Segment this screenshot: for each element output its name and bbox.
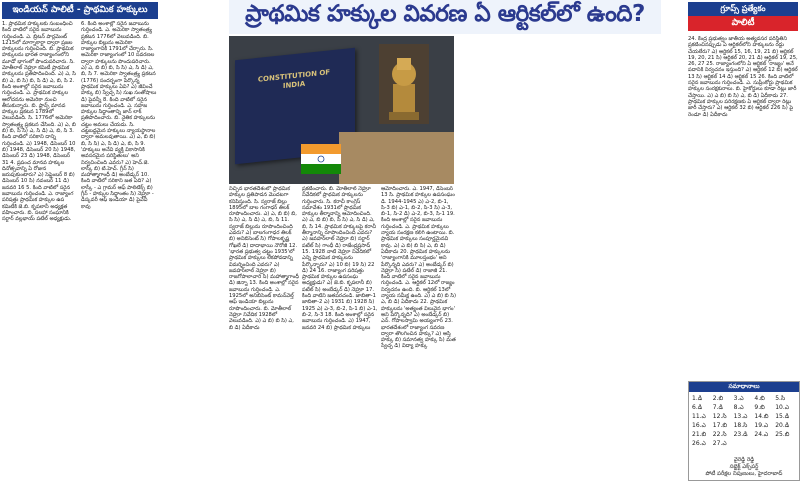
answer-item: 19.ఎ bbox=[754, 421, 775, 430]
answer-item: 2.బి bbox=[712, 395, 724, 402]
indian-flag-icon bbox=[301, 144, 341, 174]
section-badge-bottom: పాలిటీ bbox=[688, 16, 798, 31]
answer-item: 13.ఎ bbox=[734, 412, 755, 421]
column-8 bbox=[612, 36, 684, 479]
answer-item: 11.ఎ bbox=[692, 412, 713, 421]
answer-item: 12.సి bbox=[712, 413, 727, 420]
author-name: వైరెడ్డి రెడ్డి bbox=[733, 457, 755, 463]
column-5-text: ఆమోదించారు. ఎ. 1947, డిసెంబర్ 13 సి. ప్రాథమిక హక్కుల ఉపసంఘం డి. 1944-1945 ఎ) ఎ-2, బి-1, సి-3 బి) ఎ-1, బి-2, సి-3 సి) ఎ-3, బి-1, సి-2 డి) ఎ-2, బి-3, సి-1 19. కింది అంశాల్లో సరైన జవాబును గుర్తించండి. ఎ. ప్రాథమిక హక్కులు న్యాయ సంరక్షణ కలిగి ఉంటాయి. బి. ప్రాథమిక హక్కులు సంపూర్ణమైనవి కావు. ఎ) ఎ బి) బి సి) ఎ, బి డి) ఏదీకాదు 20. ప్రాథమిక హక్కులను 'రాజ్యాంగానికి మూలస్తంభం' అని పేర్కొన్నది ఎవరు? ఎ) అంబేడ్కర్ బి) నెహ్రూ సి) పటేల్ డి) రాజాజీ 21. కింది వాటిలో సరైన జవాబును గుర్తించండి. ఎ. ఆర్టికల్ 12లో రాజ్యం నిర్వచనం ఉంది. బి. ఆర్టికల్ 13లో న్యాయ సమీక్ష ఉంది. ఎ) ఎ బి) బి సి) ఎ, బి డి) ఏదీకాదు 22. ప్రాథమిక హక్కులను 'అత్యంత విలువైన భాగం' అని పేర్కొన్నది? ఎ) అంబేడ్కర్ బి) ఎన్. గోపాలస్వామి అయ్యంగార్ 23. భారతదేశంలో రాజ్యాంగ సవరణ ద్వారా తొలగించిన హక్కు? ఎ) ఆస్తి హక్కు బి) సమానత్వ హక్కు సి) మత స్వేచ్ఛ డి) విద్యా హక్కు bbox=[381, 186, 456, 350]
constitution-photo bbox=[229, 36, 454, 184]
answer-item: 15.డి bbox=[775, 412, 796, 421]
column-3-text: నిచ్చిన భారతదేశంలో ప్రాథమిక హక్కుల ప్రతిపాదన మొదటగా కనిపిస్తుంది. సి. స్వరాజ్ బిల్లు 1895లో బాల గంగాధర్ తిలక్ రూపొందించారు. ఎ) ఎ, బి బి) బి, సి సి) ఎ, సి డి) ఎ, బి, సి 11. స్వరాజ్ బిల్లును రూపొందించింది ఎవరు? ఎ) బాలగంగాధర తిలక్ బి) అనిబిసెంట్ సి) గోపాలకృష్ణ గోఖలే డి) దాదాభాయి నౌరోజీ 12. 'భారత ప్రభుత్వ చట్టం 1935'లో ప్రాథమిక హక్కులు లేకపోవడాన్ని విమర్శించింది ఎవరు? ఎ) జవహర్‌లాల్ నెహ్రూ బి) రాజగోపాలాచారి సి) మహాత్మాగాంధీ డి) జిన్నా 13. కింది అంశాల్లో సరైన జవాబును గుర్తించండి. ఎ. 1925లో అనిబిసెంట్ కామన్‌వెల్త్ ఆఫ్ ఇండియా బిల్లును రూపొందించారు. బి. మోతీలాల్ నెహ్రూ నివేదిక 1928లో వెలువడింది. ఎ) ఎ బి) బి సి) ఎ, బి డి) ఏదీకాదు bbox=[229, 186, 299, 331]
answer-item: 23.డి bbox=[734, 430, 755, 439]
answer-item: 5.సి bbox=[775, 394, 796, 403]
answer-item: 25.బి bbox=[775, 430, 796, 439]
book-title: CONSTITUTION OF INDIA bbox=[257, 68, 331, 91]
column-1 bbox=[2, 21, 78, 479]
column-9-text: 24. కేంద్ర ప్రభుత్వం జాతీయ అత్యవసర పరిస్థితిని ప్రకటించినప్పుడు ఏ ఆర్టికల్‌లోని హక్కులను రద్దు చేయలేరు? ఎ) ఆర్టికల్ 15, 16, 19, 21 బి) ఆర్టికల్ 19, 20, 21 సి) ఆర్టికల్ 20, 21 డి) ఆర్టికల్ 19, 25, 26, 27 25. రాజ్యాంగంలోని ఏ ఆర్టికల్ 'రాజ్యం' అనే పదానికి నిర్వచనం ఇస్తుంది? ఎ) ఆర్టికల్ 12 బి) ఆర్టికల్ 13 సి) ఆర్టికల్ 14 డి) ఆర్టికల్ 15 26. కింది వాటిలో సరైన జవాబును గుర్తించండి. ఎ. సుప్రీంకోర్టు ప్రాథమిక హక్కుల సంరక్షకురాలు. బి. హైకోర్టులు కూడా రిట్లు జారీ చేస్తాయి. ఎ) ఎ బి) బి సి) ఎ, బి డి) ఏదీకాదు 27. ప్రాథమిక హక్కుల పరిరక్షణకు ఏ ఆర్టికల్ ద్వారా రిట్లు జారీ చేస్తారు? ఎ) ఆర్టికల్ 32 బి) ఆర్టికల్ 226 సి) పై రెండూ డి) ఏదీకాదు bbox=[688, 36, 798, 118]
author-role: సబ్జెక్ట్ ఎక్స్‌పర్ట్ bbox=[729, 464, 759, 470]
answers-grid bbox=[689, 392, 799, 450]
answer-item: 1.డి bbox=[692, 394, 713, 403]
answer-item: 10.ఎ bbox=[775, 404, 789, 411]
column-1-text: 1. ప్రాథమిక హక్కులకు సంబంధించి కింది వాటిలో సరైన జవాబును గుర్తించండి. ఎ. బ్రిటన్ పార్లమెంట్ 1215లో మాగ్నాకార్టా ద్వారా ప్రజల హక్కులను గుర్తించింది. బి. ప్రాథమిక హక్కులను భారత రాజ్యాంగంలోని మూడో భాగంలో పొందుపరిచారు. సి. మోతీలాల్ నెహ్రూ కమిటీ ప్రాథమిక హక్కులను ప్రతిపాదించింది. ఎ) ఎ, సి బి) ఎ, బి సి) బి, సి డి) ఎ, బి, సి 2. కింది అంశాల్లో సరైన జవాబును గుర్తించండి. ఎ. ప్రాథమిక హక్కుల ఆలోచనను అమెరికా నుంచి తీసుకున్నారు. బి. ఫ్రాన్స్ మానవ హక్కుల ప్రకటన 1789లో వెలువడింది. సి. 1776లో అమెరికా స్వాతంత్ర్య ప్రకటన చేసింది. ఎ) ఎ, బి బి) బి, సి సి) ఎ, సి డి) ఎ, బి, సి 3. కింది వాటిలో సరికాని దాన్ని గుర్తించండి. ఎ) 1948, డిసెంబర్ 10 బి) 1948, డిసెంబర్ 20 సి) 1948, డిసెంబర్ 23 డి) 1948, డిసెంబర్ 31 4. ప్రపంచ మానవ హక్కుల దినోత్సవాన్ని ఏ రోజున జరుపుకుంటారు? ఎ) సెప్టెంబర్ 8 బి) డిసెంబర్ 10 సి) నవంబర్ 11 డి) జనవరి 16 5. కింది వాటిలో సరైన జవాబును గుర్తించండి. ఎ. రాజ్యాంగ పరిషత్తు ప్రాథమిక హక్కుల ఉప కమిటీకి జె.బి. కృపలానీ అధ్యక్షత వహించారు. బి. సలహా సంఘానికి సర్దార్ వల్లభాయ్ పటేల్ అధ్యక్షుడు. bbox=[2, 21, 76, 223]
answer-item: 9.బి bbox=[754, 403, 775, 412]
column-2-text: 6. కింది అంశాల్లో సరైన జవాబును గుర్తించండి. ఎ. అమెరికా స్వాతంత్ర్య ప్రకటన 1776లో వెలువడింది. బి. హక్కుల బిల్లును అమెరికా రాజ్యాంగానికి 1791లో చేర్చారు. సి. అమెరికా రాజ్యాంగంలో 10 సవరణల ద్వారా హక్కులను పొందుపరిచారు. ఎ) ఎ, బి బి) బి, సి సి) ఎ, సి డి) ఎ, బి, సి 7. అమెరికా స్వాతంత్ర్య ప్రకటన (1776) సందర్భంగా పేర్కొన్న ప్రాథమిక హక్కులు ఏవి? ఎ) జీవించే హక్కు బి) స్వేచ్ఛ సి) సుఖ సంతోషాలు డి) పైవన్నీ 8. కింది వాటిలో సరైన జవాబును గుర్తించండి. ఎ. సహజ హక్కుల సిద్ధాంతాన్ని జాన్ లాక్ ప్రతిపాదించారు. బి. నైతిక హక్కులను చట్టం అమలు చేయదు. సి. చట్టబద్ధమైన హక్కులు న్యాయస్థానాల ద్వారా అమలవుతాయి. ఎ) ఎ, బి బి) బి, సి సి) ఎ, సి డి) ఎ, బి, సి 9. 'హక్కులు అనేవి వ్యక్తి వికాసానికి అవసరమైన పరిస్థితులు' అని నిర్వచించింది ఎవరు? ఎ) హెచ్.జె. లాస్కీ బి) టి.హెచ్. గ్రీన్ సి) మహాత్మాగాంధీ డి) అంబేడ్కర్ 10. కింది వాటిలో సరికాని జత ఏది? ఎ) లాస్కీ - ఎ గ్రామర్ ఆఫ్ పాలిటిక్స్ బి) గ్రీన్ - హక్కుల సిద్ధాంతం సి) నెహ్రూ - డిస్కవరీ ఆఫ్ ఇండియా డి) పైవేవీ కావు bbox=[81, 21, 157, 210]
answer-item: 6.డి bbox=[692, 404, 703, 411]
answer-item: 21.బి bbox=[692, 430, 713, 439]
answer-item: 20.డి bbox=[775, 422, 790, 429]
parliament-building bbox=[339, 132, 454, 184]
column-3 bbox=[229, 186, 299, 479]
column-6 bbox=[461, 36, 537, 479]
column-5 bbox=[381, 186, 457, 479]
answer-item: 4.బి bbox=[754, 395, 765, 402]
answer-item: 16.ఎ bbox=[692, 422, 706, 429]
answer-item: 26.ఎ bbox=[692, 440, 706, 447]
page-title: ప్రాథమిక హక్కుల వివరణ ఏ ఆర్టికల్‌లో ఉంది? bbox=[245, 1, 645, 27]
section-label: ఇండియన్ పాలిటీ - ప్రాథమిక హక్కులు bbox=[2, 2, 158, 19]
page-title-banner bbox=[229, 0, 661, 34]
answer-item: 14.బి bbox=[754, 413, 769, 420]
national-emblem-icon bbox=[379, 44, 429, 124]
section-badge-top: గ్రూప్స్ ప్రత్యేకం bbox=[688, 2, 798, 16]
column-7 bbox=[540, 36, 610, 479]
answers-heading: సమాధానాలు bbox=[689, 382, 799, 392]
column-3a bbox=[160, 36, 226, 479]
author-place: పోటీ పరీక్షల నిపుణులు, హైదరాబాద్ bbox=[705, 471, 783, 477]
answer-item: 24.ఎ bbox=[754, 431, 769, 438]
answer-item: 7.డి bbox=[713, 403, 734, 412]
column-4-text: ప్రకటించారు. బి. మోతీలాల్ నెహ్రూ నివేదికలో ప్రాథమిక హక్కులను గుర్తించారు. సి. కరాచీ కాంగ్రెస్ సమావేశం 1931లో ప్రాథమిక హక్కుల తీర్మానాన్ని ఆమోదించింది. ఎ) ఎ, బి బి) బి, సి సి) ఎ, సి డి) ఎ, బి, సి 14. ప్రాథమిక హక్కులపై కరాచీ తీర్మానాన్ని రూపొందించింది ఎవరు? ఎ) జవహర్‌లాల్ నెహ్రూ బి) సర్దార్ పటేల్ సి) గాంధీ డి) రాజేంద్రప్రసాద్ 15. 1928 నాటి నెహ్రూ నివేదికలో ఎన్ని ప్రాథమిక హక్కులను పేర్కొన్నారు? ఎ) 10 బి) 19 సి) 22 డి) 24 16. రాజ్యాంగ పరిషత్తు ప్రాథమిక హక్కుల ఉపసంఘ అధ్యక్షుడు? ఎ) జె.బి. కృపలానీ బి) పటేల్ సి) అంబేడ్కర్ డి) నెహ్రూ 17. కింది వాటిని జతపరచండి. జాబితా-1 జాబితా-2 ఎ) 1931 బి) 1928 సి) 1925 ఎ) ఎ-3, బి-2, సి-1 బి) ఎ-1, బి-2, సి-3 18. కింది అంశాల్లో సరైన జవాబును గుర్తించండి. ఎ) 1947, జనవరి 24 బి) ప్రాథమిక హక్కులు bbox=[302, 186, 378, 331]
answer-item: 27.ఎ bbox=[713, 439, 734, 448]
answer-item: 3.ఎ bbox=[734, 394, 755, 403]
answers-box bbox=[688, 381, 800, 481]
answer-item: 8.ఎ bbox=[733, 404, 744, 411]
answer-item: 17.బి bbox=[713, 421, 734, 430]
answer-item: 22.సి bbox=[712, 431, 727, 438]
answer-item: 18.సి bbox=[733, 422, 748, 429]
section-badge bbox=[688, 2, 798, 32]
column-2 bbox=[81, 21, 157, 479]
column-9 bbox=[688, 36, 798, 378]
column-4 bbox=[302, 186, 378, 479]
answers-footer bbox=[689, 457, 799, 478]
